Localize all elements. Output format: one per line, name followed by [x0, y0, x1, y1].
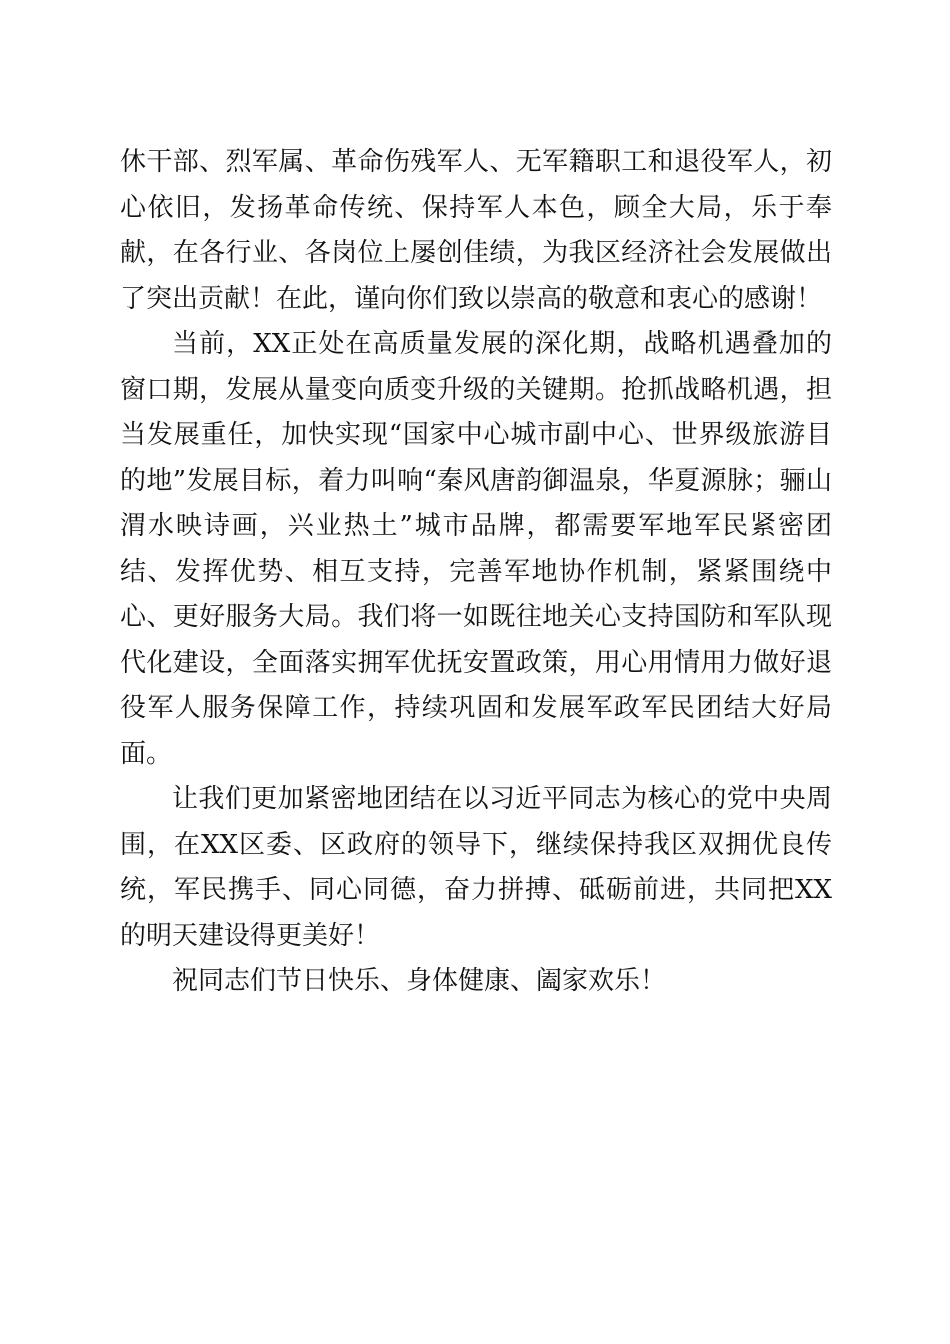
paragraph-development: 当前，XX正处在高质量发展的深化期，战略机遇叠加的窗口期，发展从量变向质变升级的关键期。抢抓战略机遇，担当发展重任，加快实现“国家中心城市副中心、世界级旅游目的地”发展目标，着力叫响“秦风唐韵御温泉，华夏源脉；骊山渭水映诗画，兴业热土”城市品牌，都需要军地军民紧密团结、发挥优势、相互支持，完善军地协作机制，紧紧围绕中心、更好服务大局。我们将一如既往地关心支持国防和军队现代化建设，全面落实拥军优抚安置政策，用心用情用力做好退役军人服务保障工作，持续巩固和发展军政军民团结大好局面。 [120, 329, 832, 769]
document-body [120, 140, 832, 1005]
paragraph-greeting: 祝同志们节日快乐、身体健康、阖家欢乐！ [172, 966, 667, 996]
paragraph-unity: 让我们更加紧密地团结在以习近平同志为核心的党中央周围，在XX区委、区政府的领导下，继续保持我区双拥优良传统，军民携手、同心同德，奋力拼搏、砥砺前进，共同把XX的明天建设得更美好！ [120, 784, 832, 951]
paragraph-thanks: 休干部、烈军属、革命伤残军人、无军籍职工和退役军人，初心依旧，发扬革命传统、保持军人本色，顾全大局，乐于奉献，在各行业、各岗位上屡创佳绩，为我区经济社会发展做出了突出贡献！在此，谨向你们致以崇高的敬意和衷心的感谢！ [120, 147, 832, 314]
